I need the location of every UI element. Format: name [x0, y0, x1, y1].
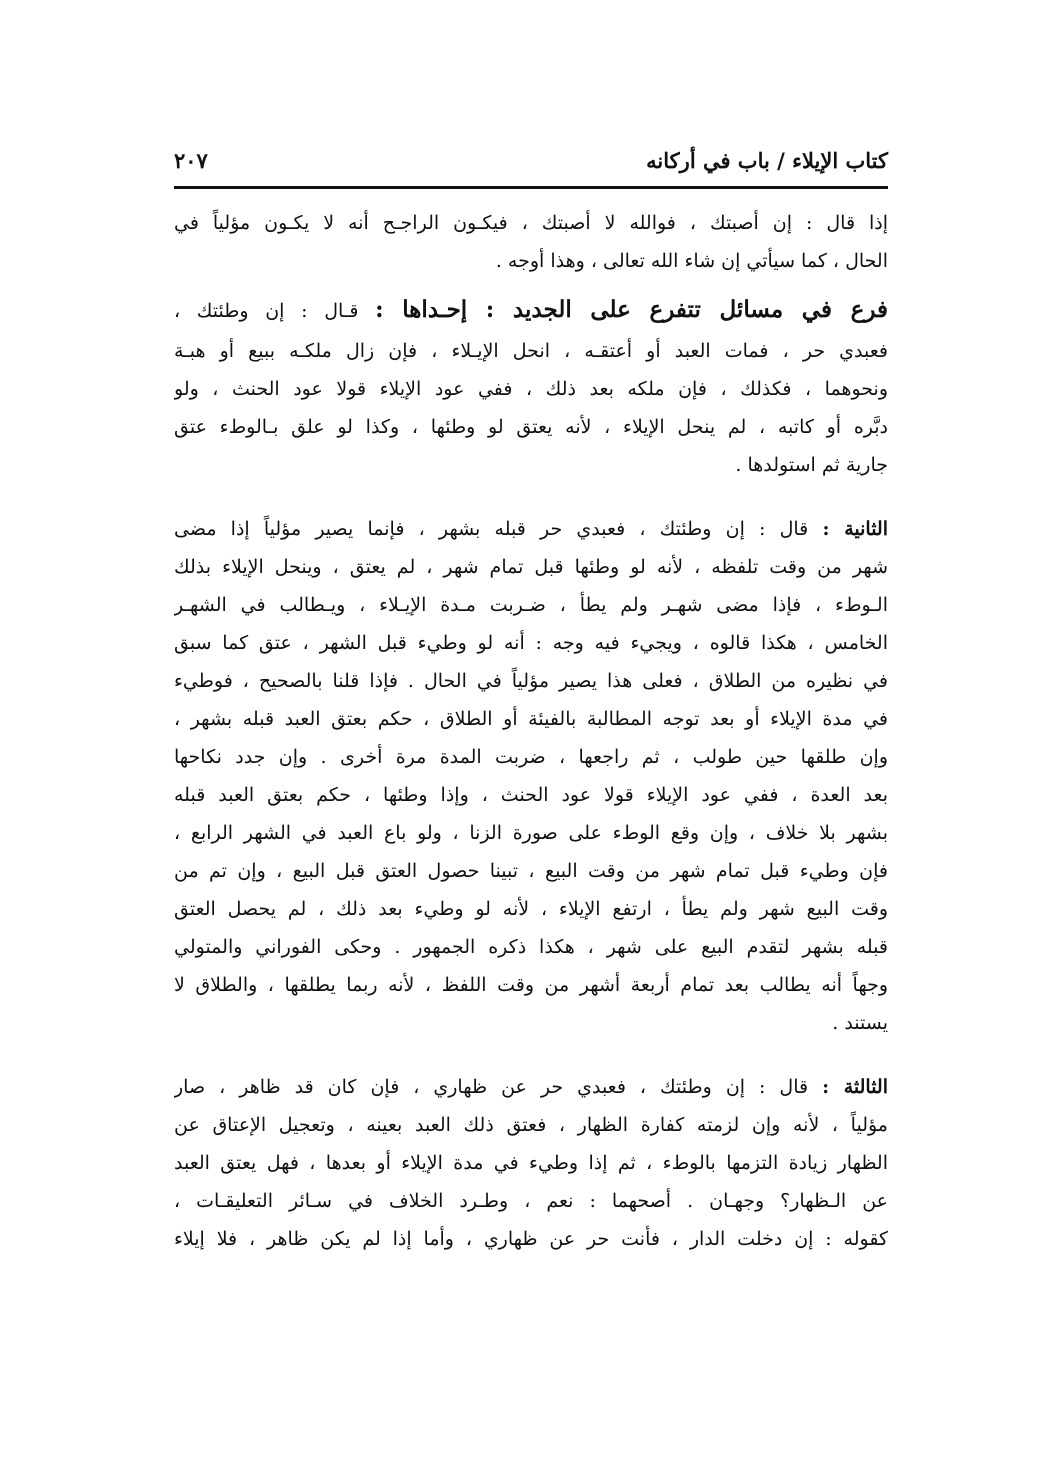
text-line: قبله بشهر لتقدم البيع على شهر ، هكذا ذكره الجمهور . وحكى الفوراني والمتولي	[174, 936, 888, 958]
paragraph-3	[174, 510, 888, 1042]
text-line: الـوطء ، فإذا مضى شهـر ولم يطأ ، ضـربت مـدة الإيـلاء ، ويـطالب في الشهـر	[174, 594, 888, 616]
text-run: قـال : إن وطئتك ،	[174, 300, 376, 322]
text-line: شهر من وقت تلفظه ، لأنه لو وطئها قبل تمام شهر ، لم يعتق ، وينحل الإيلاء بذلك	[174, 556, 888, 578]
running-header	[174, 140, 888, 180]
text-line: يستند .	[832, 1012, 888, 1034]
paragraph-4	[174, 1068, 888, 1258]
paragraph-2	[174, 288, 888, 484]
text-line: الخامس ، هكذا قالوه ، ويجيء فيه وجه : أنه لو وطيء قبل الشهر ، عتق كما سبق	[174, 632, 888, 654]
text-line: بعد العدة ، ففي عود الإيلاء قولا عود الحنث ، وإذا وطئها ، حكم بعتق العبد قبله	[174, 784, 888, 806]
header-rule	[174, 186, 888, 189]
text-line: الحال ، كما سيأتي إن شاء الله تعالى ، وهذا أوجه .	[495, 250, 888, 272]
body-text	[174, 204, 888, 1258]
paragraph-gap	[174, 1042, 888, 1068]
paragraph-gap	[174, 484, 888, 510]
section-heading: فرع في مسائل تتفرع على الجديد : إحـداها :	[375, 296, 888, 323]
text-line: ونحوهما ، فكذلك ، فإن ملكه بعد ذلك ، ففي عود الإيلاء قولا عود الحنث ، ولو	[174, 378, 888, 400]
text-line: جارية ثم استولدها .	[735, 454, 888, 476]
text-line: فعبدي حر ، فمات العبد أو أعتقـه ، انحل الإيـلاء ، فإن زال ملكـه ببيع أو هبـة	[174, 340, 888, 362]
section-heading-line	[174, 288, 888, 332]
text-line	[174, 1068, 888, 1106]
text-line: كقوله : إن دخلت الدار ، فأنت حر عن ظهاري ، وأما إذا لم يكن ظاهر ، فلا إيلاء	[174, 1228, 888, 1250]
text-line: مؤلياً ، لأنه وإن لزمته كفارة الظهار ، فعتق ذلك العبد بعينه ، وتعجيل الإعتاق عن	[174, 1114, 888, 1136]
text-line: وجهاً أنه يطالب بعد تمام أربعة أشهر من وقت اللفظ ، لأنه ربما يطلقها ، والطلاق لا	[174, 974, 888, 996]
issue-label: الثالثة :	[822, 1076, 888, 1098]
text-line: دبَّره أو كاتبه ، لم ينحل الإيلاء ، لأنه يعتق لو وطئها ، وكذا لو علق بـالوطء عتق	[174, 416, 888, 438]
text-line: في مدة الإيلاء أو بعد توجه المطالبة بالفيئة أو الطلاق ، حكم بعتق العبد قبله بشهر ،	[174, 708, 888, 730]
text-line: فإن وطيء قبل تمام شهر من وقت البيع ، تبينا حصول العتق قبل البيع ، وإن تم من	[174, 860, 888, 882]
text-line: بشهر بلا خلاف ، وإن وقع الوطء على صورة الزنا ، ولو باع العبد في الشهر الرابع ،	[174, 822, 888, 844]
issue-label: الثانية :	[822, 518, 888, 540]
page-number: ٢٠٧	[174, 147, 208, 173]
paragraph-1	[174, 204, 888, 280]
text-line: وقت البيع شهر ولم يطأ ، ارتفع الإيلاء ، لأنه لو وطيء بعد ذلك ، لم يحصل العتق	[174, 898, 888, 920]
text-run: قال : إن وطئتك ، فعبدي حر عن ظهاري ، فإن كان قد ظاهر ، صار	[174, 1076, 823, 1098]
text-line: وإن طلقها حين طولب ، ثم راجعها ، ضربت المدة مرة أخرى . وإن جدد نكاحها	[174, 746, 888, 768]
text-line	[174, 510, 888, 548]
text-run: قال : إن وطئتك ، فعبدي حر قبله بشهر ، فإنما يصير مؤلياً إذا مضى	[174, 518, 823, 540]
text-line: عن الـظهار؟ وجهـان . أصحهما : نعم ، وطـرد الخلاف في سـائر التعليقـات ،	[174, 1190, 888, 1212]
text-line: إذا قال : إن أصبتك ، فوالله لا أصبتك ، فيكـون الراجـح أنه لا يكـون مؤلياً في	[174, 212, 888, 234]
text-line: الظهار زيادة التزمها بالوطء ، ثم إذا وطيء في مدة الإيلاء أو بعدها ، فهل يعتق العبد	[174, 1152, 888, 1174]
text-line: في نظيره من الطلاق ، فعلى هذا يصير مؤلياً في الحال . فإذا قلنا بالصحيح ، فوطيء	[174, 670, 888, 692]
chapter-title: كتاب الإيلاء / باب في أركانه	[646, 147, 888, 173]
paragraph-gap	[174, 280, 888, 288]
